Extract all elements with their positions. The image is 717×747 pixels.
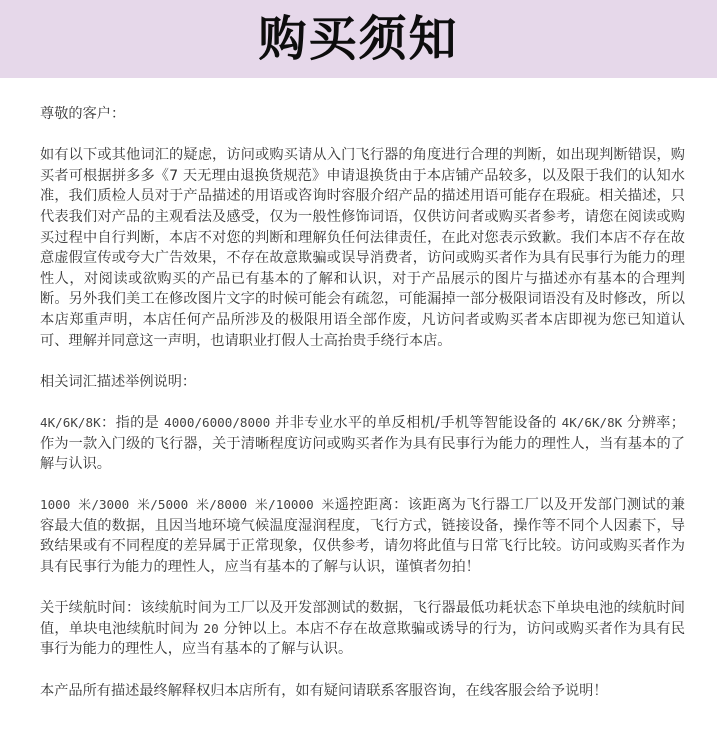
battery-text-b: 分钟以上。本店不存在故意欺骗或诱导的行为，访问或购买者作为具有民事行为能力的理性人，应当有基本的了解与认识。 xyxy=(40,620,686,658)
resolution-text-c: 分辨率；作为一款入门级的飞行器，关于清晰程度访问或购买者作为具有民事行为能力的理性人，当有基本的了解与认识。 xyxy=(40,414,685,473)
range-values: 1000 米/3000 米/5000 米/8000 米/10000 米 xyxy=(40,497,335,513)
intro-paragraph: 如有以下或其他词汇的疑虑，访问或购买请从入门飞行器的角度进行合理的判断，如出现判断错误，购买者可根据拼多多《7 天无理由退换货规范》申请退换货由于本店铺产品较多，以及限于我们的认知水准，我们质检人员对于产品描述的用语或咨询时容服介绍产品的描述用语可能存在瑕疵。相关描述，只代表我们对产品的主观看法及感受，仅为一般性修饰词语，仅供访问者或购买者参考，请您在阅读或购买过程中自行判断，本店不对您的判断和理解负任何法律责任，在此对您表示致歉。我们本店不存在故意虚假宣传或夸大广告效果，不存在故意欺骗或误导消费者，访问或购买者作为具有民事行为能力的理性人，对阅读或欲购买的产品已有基本的了解和认识，对于产品展示的图片与描述亦有基本的合理判断。另外我们美工在修改图片文字的时候可能会有疏忽，可能漏掉一部分极限词语没有及时修改，所以本店郑重声明，本店任何产品所涉及的极限用语全部作废，凡访问者或购买者本店即视为您已知道认可、理解并同意这一声明，也请职业打假人士高抬贵手绕行本店。 xyxy=(40,147,685,349)
page-header xyxy=(0,0,717,78)
battery-minutes: 20 xyxy=(203,620,219,636)
resolution-values: 4000/6000/8000 xyxy=(164,414,271,430)
resolution-label: 4K/6K/8K xyxy=(40,414,101,430)
resolution-label-repeat: 4K/6K/8K xyxy=(561,414,623,430)
resolution-text-a: ：指的是 xyxy=(100,414,165,431)
page-title: 购买须知 xyxy=(258,11,459,67)
range-text: 遥控距离：该距离为飞行器工厂以及开发部门测试的兼容最大值的数据，且因当地环境气候温度湿润程度，飞行方式，链接设备，操作等不同个人因素下，导致结果或有不同程度的差异属于正常现象，仅供参考，请勿将此值与日常飞行比较。访问或购买者作为具有民事行为能力的理性人，应当有基本的了解与认识，谨慎者勿拍！ xyxy=(40,497,685,576)
closing-statement: 本产品所有描述最终解释权归本店所有，如有疑问请联系客服咨询，在线客服会给予说明！ xyxy=(40,682,608,699)
resolution-paragraph xyxy=(40,413,685,475)
greeting: 尊敬的客户： xyxy=(40,106,126,122)
battery-paragraph xyxy=(40,598,685,660)
battery-text-a: 关于续航时间：该续航时间为工厂以及开发部测试的数据，飞行器最低功耗状态下单块电池的续航时间值，单块电池续航时间为 xyxy=(40,600,685,637)
range-paragraph xyxy=(40,495,685,577)
resolution-text-b: 并非专业水平的单反相机/手机等智能设备的 xyxy=(270,414,562,431)
examples-heading: 相关词汇描述举例说明： xyxy=(40,373,197,390)
notice-body xyxy=(40,104,685,701)
